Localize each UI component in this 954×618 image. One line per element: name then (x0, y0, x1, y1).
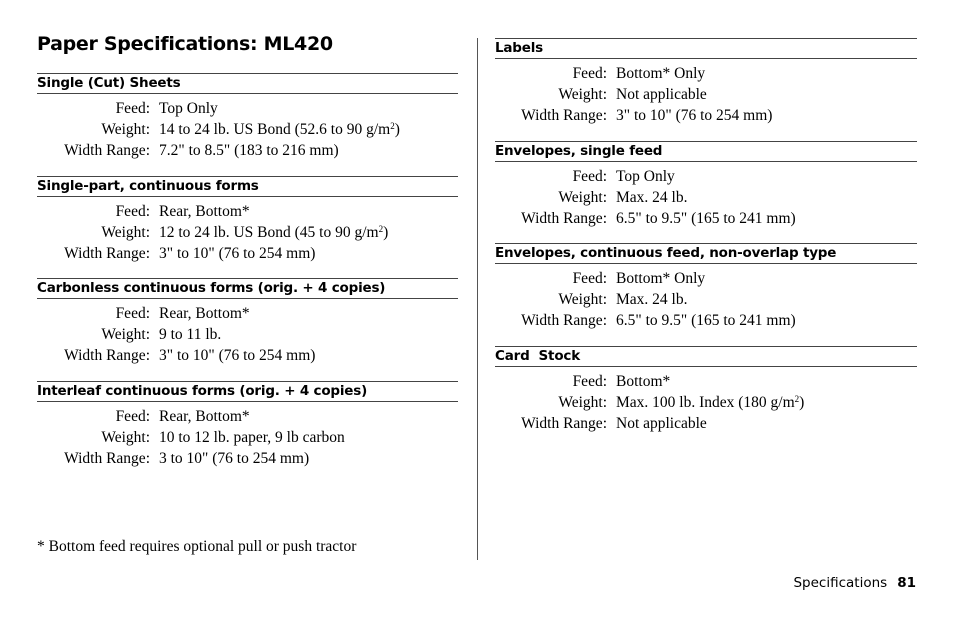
spec-section-envelopes-single-feed (495, 141, 917, 229)
spec-row-feed (495, 63, 917, 84)
spec-row-weight (37, 427, 458, 448)
footnote: * Bottom feed requires optional pull or push tractor (37, 538, 357, 555)
spec-value-suffix: ) (394, 121, 400, 138)
spec-label: Feed: (572, 373, 607, 390)
spec-value: 3 to 10" (76 to 254 mm) (159, 450, 310, 467)
spec-label: Weight: (101, 429, 150, 446)
spec-value: Not applicable (616, 86, 707, 103)
spec-value-text: 12 to 24 lb. US Bond (45 to 90 g/m (159, 224, 379, 241)
section-heading: Interleaf continuous forms (orig. + 4 copies) (37, 381, 458, 402)
spec-label: Width Range: (521, 210, 607, 227)
spec-value: Bottom* Only (616, 270, 706, 287)
superscript: 2 (390, 121, 395, 131)
spec-row-feed (495, 166, 917, 187)
spec-section-single-cut-sheets (37, 73, 458, 161)
section-heading: Labels (495, 38, 917, 59)
spec-value-text: 14 to 24 lb. US Bond (52.6 to 90 g/m (159, 121, 391, 138)
spec-value: 9 to 11 lb. (159, 326, 222, 343)
spec-row-feed (495, 268, 917, 289)
section-heading: Envelopes, single feed (495, 141, 917, 162)
spec-row-weight (37, 119, 458, 140)
spec-label: Weight: (558, 291, 607, 308)
spec-value: 7.2" to 8.5" (183 to 216 mm) (159, 142, 339, 159)
column-divider (477, 38, 478, 560)
spec-row-weight (495, 289, 917, 310)
spec-value-text: Max. 100 lb. Index (180 g/m (616, 394, 795, 411)
spec-value (159, 222, 458, 243)
spec-label: Width Range: (521, 312, 607, 329)
page-number: 81 (897, 575, 916, 591)
spec-row-width-range (495, 413, 917, 434)
superscript: 2 (794, 394, 800, 404)
spec-value: Bottom* Only (616, 65, 706, 82)
spec-label: Weight: (558, 394, 607, 411)
spec-row-width-range (37, 243, 458, 264)
spec-section-single-part-continuous (37, 176, 458, 264)
spec-value (159, 119, 458, 140)
spec-label: Feed: (572, 65, 607, 82)
spec-value: Bottom* (616, 373, 671, 390)
spec-value: Rear, Bottom* (159, 408, 250, 425)
spec-section-carbonless-continuous (37, 278, 458, 366)
spec-row-weight (37, 324, 458, 345)
spec-label: Feed: (115, 305, 150, 322)
spec-value: 3" to 10" (76 to 254 mm) (159, 245, 316, 262)
spec-label: Feed: (572, 270, 607, 287)
section-heading: Envelopes, continuous feed, non-overlap type (495, 243, 917, 264)
superscript: 2 (378, 224, 384, 234)
section-heading: Single (Cut) Sheets (37, 73, 458, 94)
footer-section-name: Specifications (793, 575, 888, 591)
spec-value: 10 to 12 lb. paper, 9 lb carbon (159, 429, 345, 446)
spec-label: Feed: (115, 408, 150, 425)
spec-label: Weight: (101, 326, 150, 343)
spec-label: Weight: (101, 224, 150, 241)
spec-row-width-range (37, 345, 458, 366)
spec-row-width-range (495, 208, 917, 229)
spec-label: Width Range: (64, 347, 150, 364)
spec-label: Width Range: (64, 450, 150, 467)
spec-value: Rear, Bottom* (159, 305, 250, 322)
spec-row-width-range (37, 448, 458, 469)
spec-value: 3" to 10" (76 to 254 mm) (616, 107, 773, 124)
spec-value: Max. 24 lb. (616, 291, 688, 308)
spec-row-width-range (37, 140, 458, 161)
spec-section-labels (495, 38, 917, 126)
spec-row-weight (495, 187, 917, 208)
spec-row-weight (37, 222, 458, 243)
spec-value (616, 392, 917, 413)
spec-label: Feed: (115, 100, 150, 117)
section-heading: Carbonless continuous forms (orig. + 4 copies) (37, 278, 458, 299)
spec-value: Not applicable (616, 415, 707, 432)
section-heading: Single-part, continuous forms (37, 176, 458, 197)
spec-value: Top Only (616, 168, 675, 185)
spec-label: Weight: (101, 121, 150, 138)
spec-value: 3" to 10" (76 to 254 mm) (159, 347, 316, 364)
spec-row-feed (37, 406, 458, 427)
spec-value: 6.5" to 9.5" (165 to 241 mm) (616, 210, 796, 227)
spec-value-suffix: ) (383, 224, 389, 241)
spec-value: 6.5" to 9.5" (165 to 241 mm) (616, 312, 796, 329)
page-title: Paper Specifications: ML420 (37, 33, 333, 55)
spec-row-weight (495, 84, 917, 105)
spec-label: Width Range: (64, 245, 150, 262)
spec-value: Rear, Bottom* (159, 203, 250, 220)
section-heading: Card Stock (495, 346, 917, 367)
spec-label: Width Range: (64, 142, 150, 159)
spec-value-suffix: ) (799, 394, 805, 411)
spec-row-feed (37, 98, 458, 119)
spec-section-envelopes-continuous (495, 243, 917, 331)
spec-section-interleaf-continuous (37, 381, 458, 469)
spec-section-card-stock (495, 346, 917, 434)
page-footer (793, 575, 916, 591)
spec-value: Top Only (159, 100, 218, 117)
spec-label: Width Range: (521, 107, 607, 124)
spec-row-feed (37, 201, 458, 222)
spec-row-weight (495, 392, 917, 413)
spec-row-feed (37, 303, 458, 324)
spec-label: Weight: (558, 86, 607, 103)
spec-value: Max. 24 lb. (616, 189, 688, 206)
spec-row-width-range (495, 105, 917, 126)
spec-label: Weight: (558, 189, 607, 206)
spec-row-width-range (495, 310, 917, 331)
spec-label: Feed: (572, 168, 607, 185)
spec-label: Width Range: (521, 415, 607, 432)
spec-row-feed (495, 371, 917, 392)
spec-label: Feed: (115, 203, 150, 220)
